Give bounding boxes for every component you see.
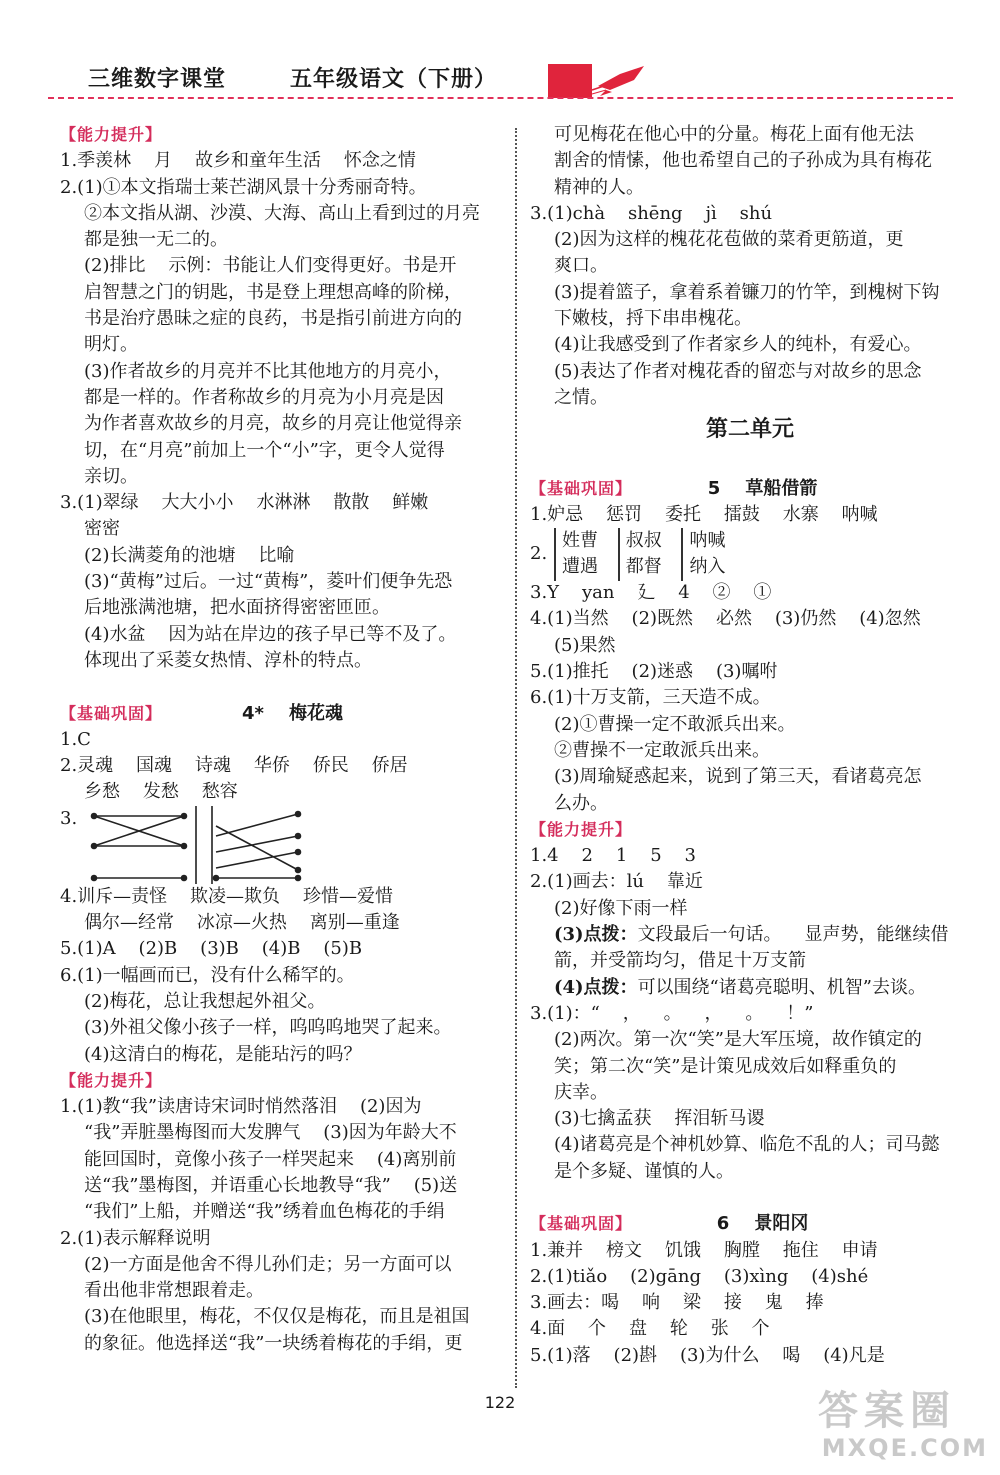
answer-line: 2.灵魂 国魂 诗魂 华侨 侨民 侨居 xyxy=(60,755,408,777)
answer-line: 1.(1)教“我”读唐诗宋词时悄然落泪 (2)因为 xyxy=(60,1096,422,1118)
group-item: 纳入 xyxy=(689,556,726,578)
answer-line: 为作者喜欢故乡的月亮，故乡的月亮让他觉得亲 xyxy=(84,413,462,435)
group-item: 呐喊 xyxy=(689,530,726,552)
answer-line: 都是一样的。作者称故乡的月亮为小月亮是因 xyxy=(84,386,444,408)
group-item: 遭遇 xyxy=(562,556,598,578)
answer-line: 笑；第二次“笑”是计策见成效后如释重负的 xyxy=(554,1055,897,1077)
answer-line: 可见梅花在他心中的分量。梅花上面有他无法 xyxy=(554,124,914,145)
answer-line: 2. xyxy=(530,543,548,565)
group-item: 都督 xyxy=(625,556,662,578)
hint-label: (4)点拨： xyxy=(554,976,638,998)
answer-line: 3.(1)：“ ， 。 ， 。 ！” xyxy=(530,1002,814,1024)
answer-line: 亲切。 xyxy=(84,465,138,487)
answer-line: 6.(1)一幅画而已，没有什么稀罕的。 xyxy=(60,964,355,986)
answer-line: 能回国时，竟像小孩子一样哭起来 (4)离别前 xyxy=(84,1148,457,1170)
matching-exercise xyxy=(60,806,500,884)
answer-line: (4)让我感受到了作者家乡人的纯朴，有爱心。 xyxy=(554,334,922,356)
lesson-number: 4* xyxy=(242,702,264,724)
matching-lines-figure xyxy=(88,806,338,884)
answer-line: 送“我”墨梅图，并语重心长地教导“我” (5)送 xyxy=(84,1174,458,1196)
section-tag: 【基础巩固】 xyxy=(530,1214,633,1234)
watermark-logo xyxy=(818,1388,988,1472)
left-column xyxy=(60,122,500,1357)
answer-line: 精神的人。 xyxy=(554,176,644,198)
answer-line: 明灯。 xyxy=(84,334,138,356)
hint-text: 文段最后一句话。 显声势，能继续借 xyxy=(637,924,949,946)
answer-line: 割舍的情愫，他也希望自己的子孙成为具有梅花 xyxy=(554,150,932,172)
series-title: 三维数字课堂 xyxy=(88,67,227,92)
answer-line: (5)果然 xyxy=(554,634,616,656)
answer-line: 2.(1)①本文指瑞士莱芒湖风景十分秀丽奇特。 xyxy=(60,176,427,198)
answer-line: 4.训斥—责怪 欺凌—欺负 珍惜—爱惜 xyxy=(60,885,393,907)
answer-line: (2)因为这样的槐花花苞做的菜肴更筋道，更 xyxy=(554,229,904,251)
answer-line: 1.妒忌 惩罚 委托 擂鼓 水寨 呐喊 xyxy=(530,503,878,525)
answer-line: 庆幸。 xyxy=(554,1081,608,1103)
section-tag: 【基础巩固】 xyxy=(530,478,633,498)
grouped-answers xyxy=(530,528,970,580)
answer-line: (3)外祖父像小孩子一样，呜呜呜地哭了起来。 xyxy=(84,1017,452,1039)
answer-line: 切，在“月亮”前加上一个“小”字，更令人觉得 xyxy=(84,439,445,461)
answer-line: “我”弄脏墨梅图而大发脾气 (3)因为年龄大不 xyxy=(84,1122,457,1144)
answer-line: 乡愁 发愁 愁容 xyxy=(84,781,238,803)
answer-line: (3)提着篮子，拿着系着镰刀的竹竿，到槐树下钩 xyxy=(554,281,940,303)
group-item: 叔叔 xyxy=(625,530,662,552)
answer-line: 2.(1)画去：lú 靠近 xyxy=(530,871,703,893)
lesson-title: 梅花魂 xyxy=(289,702,344,724)
answer-line: 体现出了采菱女热情、淳朴的特点。 xyxy=(84,649,372,671)
page-number: 122 xyxy=(484,1393,516,1412)
answer-line xyxy=(530,975,970,1001)
answer-line: (3)在他眼里，梅花，不仅仅是梅花，而且是祖国 xyxy=(84,1306,470,1328)
answer-line: 爽口。 xyxy=(554,255,608,277)
answer-line: (3)周瑜疑惑起来，说到了第三天，看诸葛亮怎 xyxy=(554,766,922,788)
answer-line: 4.面 个 盘 轮 张 个 xyxy=(530,1318,770,1340)
answer-line: 1.C xyxy=(60,728,91,750)
answer-line: (2)一方面是他舍不得儿孙们走；另一方面可以 xyxy=(84,1253,452,1275)
lesson-number: 6 xyxy=(716,1213,730,1235)
answer-group xyxy=(618,528,662,581)
answer-line: (2)排比 示例：书能让人们变得更好。书是开 xyxy=(84,255,457,277)
answer-line: 看出他非常想跟着走。 xyxy=(84,1280,264,1302)
answer-line: (2)①曹操一定不敢派兵出来。 xyxy=(554,713,796,735)
answer-line: 3.画去：喝 响 梁 接 鬼 捧 xyxy=(530,1292,824,1314)
header-divider xyxy=(48,97,953,99)
answer-line: 4.(1)当然 (2)既然 必然 (3)仍然 (4)忽然 xyxy=(530,608,921,630)
answer-line: 1.兼并 榜文 饥饿 胸膛 拖住 申请 xyxy=(530,1239,878,1261)
answer-line: (5)表达了作者对槐花香的留恋与对故乡的思念 xyxy=(554,360,922,382)
answer-line: ②曹操不一定敢派兵出来。 xyxy=(554,739,770,761)
page-header xyxy=(0,0,1000,110)
watermark-bottom: MXQE.COM xyxy=(821,1434,988,1462)
answer-line: 下嫩枝，捋下串串槐花。 xyxy=(554,308,752,330)
answer-line: 么办。 xyxy=(554,792,608,814)
answer-line: “我们”上船，并赠送“我”绣着血色梅花的手绢 xyxy=(84,1201,445,1223)
answer-line: 的象征。他选择送“我”一块绣着梅花的手绢，更 xyxy=(84,1332,463,1354)
answer-line: 5.(1)A (2)B (3)B (4)B (5)B xyxy=(60,938,363,960)
answer-line: 都是独一无二的。 xyxy=(84,229,228,251)
hint-text: 可以围绕“诸葛亮聪明、机智”去谈。 xyxy=(637,976,926,998)
answer-line: (3)作者故乡的月亮并不比其他地方的月亮小， xyxy=(84,360,452,382)
answer-line: 偶尔—经常 冰凉—火热 离别—重逢 xyxy=(84,912,400,934)
answer-line: (3)七擒孟获 挥泪斩马谡 xyxy=(554,1108,765,1130)
section-tag: 【基础巩固】 xyxy=(60,703,163,723)
answer-line: 2.(1)tiǎo (2)gāng (3)xìng (4)shé xyxy=(530,1265,869,1287)
answer-line: 3.(1)翠绿 大大小小 水淋淋 散散 鲜嫩 xyxy=(60,492,429,514)
unit-heading: 第二单元 xyxy=(705,417,794,443)
answer-line: 5.(1)推托 (2)迷惑 (3)嘱咐 xyxy=(530,661,778,683)
answer-line: (4)水盆 因为站在岸边的孩子早已等不及了。 xyxy=(84,623,457,645)
answer-group xyxy=(554,528,598,581)
answer-line: (4)这清白的梅花，是能玷污的吗？ xyxy=(84,1043,362,1065)
answer-line: 密密 xyxy=(84,518,120,540)
answer-line: 箭，并受箭均匀，借足十万支箭 xyxy=(554,950,806,972)
lesson-title: 景阳冈 xyxy=(754,1213,809,1235)
answer-line: (2)好像下雨一样 xyxy=(554,897,688,919)
column-divider xyxy=(515,128,517,1388)
answer-line: (2)两次。第一次“笑”是大军压境，故作镇定的 xyxy=(554,1029,922,1051)
answer-line: 1.4 2 1 5 3 xyxy=(530,845,696,867)
answer-line: 启智慧之门的钥匙，书是登上理想高峰的阶梯， xyxy=(84,281,462,303)
answer-line: 5.(1)落 (2)斟 (3)为什么 喝 (4)凡是 xyxy=(530,1344,885,1366)
answer-line: (2)梅花，总让我想起外祖父。 xyxy=(84,990,326,1012)
section-tag: 【能力提升】 xyxy=(530,819,633,839)
answer-line: 3. xyxy=(60,807,78,829)
answer-line: (3)“黄梅”过后。一过“黄梅”，菱叶们便争先恐 xyxy=(84,571,453,593)
answer-line: 3.Y yan 廴 4 ② ① xyxy=(530,582,772,604)
answer-line: (2)长满菱角的池塘 比喻 xyxy=(84,544,295,566)
rocket-logo-icon xyxy=(548,60,648,102)
section-tag: 【能力提升】 xyxy=(60,125,163,144)
answer-line: 6.(1)十万支箭，三天造不成。 xyxy=(530,687,771,709)
answer-line: ②本文指从湖、沙漠、大海、高山上看到过的月亮 xyxy=(84,202,480,224)
answer-group xyxy=(681,528,725,581)
answer-line: 书是治疗愚昧之症的良药，书是指引前进方向的 xyxy=(84,308,462,330)
group-item: 姓曹 xyxy=(562,530,598,552)
lesson-number: 5 xyxy=(707,477,721,499)
watermark-top: 答案圈 xyxy=(818,1388,956,1434)
book-title: 五年级语文（下册） xyxy=(290,67,498,92)
answer-line: 是个多疑、谨慎的人。 xyxy=(554,1160,734,1182)
answer-line: 后地涨满池塘，把水面挤得密密匝匝。 xyxy=(84,597,390,619)
answer-line xyxy=(530,922,970,948)
section-tag: 【能力提升】 xyxy=(60,1070,163,1090)
right-column xyxy=(530,122,970,1369)
answer-line: 1.季羡林 月 故乡和童年生活 怀念之情 xyxy=(60,150,416,172)
lesson-title: 草船借箭 xyxy=(745,477,818,499)
answer-line: (4)诸葛亮是个神机妙算、临危不乱的人；司马懿 xyxy=(554,1134,940,1156)
answer-line: 2.(1)表示解释说明 xyxy=(60,1227,211,1249)
answer-line: 之情。 xyxy=(554,386,608,408)
hint-label: (3)点拨： xyxy=(554,924,638,946)
answer-line: 3.(1)chà shēng jì shú xyxy=(530,202,773,224)
